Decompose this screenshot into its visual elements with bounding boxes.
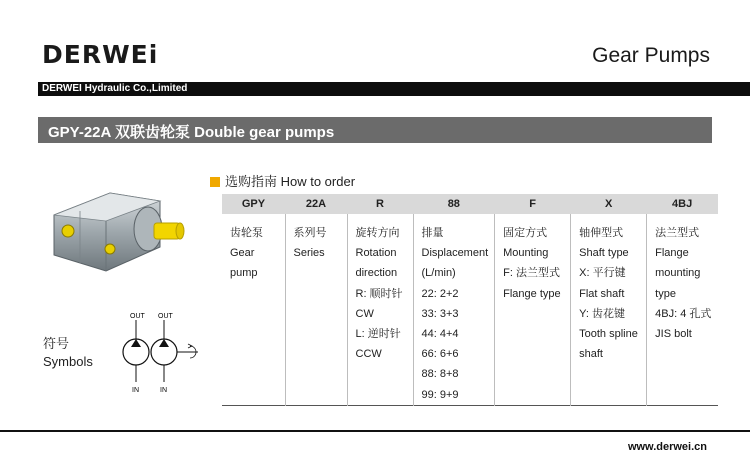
cell-line: R: 顺时针: [355, 287, 403, 300]
cell-line: 旋转方向: [355, 227, 400, 239]
cell-line: 66: 6+6: [421, 348, 459, 361]
symbols-label: [43, 335, 93, 371]
cell-line: Flange: [655, 247, 689, 260]
cell-line: Tooth spline: [579, 328, 638, 341]
code-gpy: GPY: [222, 194, 285, 214]
cell-line: direction: [355, 267, 398, 280]
cell-line: Flange type: [503, 287, 561, 300]
company-logo: DERWEi: [42, 40, 159, 69]
cell-line: 系列号: [293, 227, 327, 239]
cell-line: X: 平行键: [579, 267, 626, 280]
cell-line: 轴伸型式: [579, 227, 624, 239]
order-code-header-row: [222, 194, 718, 214]
symbols-label-en: Symbols: [43, 354, 93, 369]
cell-line: 33: 3+3: [421, 307, 459, 320]
cell-line: Mounting: [503, 247, 549, 260]
cell-line: Series: [293, 247, 325, 260]
cell-line: CCW: [355, 348, 382, 361]
port-in-2-label: IN: [160, 387, 167, 394]
cell-line: (L/min): [421, 267, 456, 280]
company-bar: [38, 82, 750, 96]
cell-line: 固定方式: [503, 227, 548, 239]
code-mounting: F: [495, 194, 571, 214]
code-rotation: R: [347, 194, 413, 214]
company-name: DERWEI Hydraulic Co.,Limited: [42, 83, 188, 94]
cell-line: 88: 8+8: [421, 368, 459, 381]
cell-line: Y: 齿花键: [579, 307, 625, 320]
cell-gpy: [222, 214, 285, 405]
symbols-label-cn: 符号: [43, 336, 70, 351]
port-in-1-label: IN: [132, 387, 139, 394]
cell-line: shaft: [579, 348, 603, 361]
order-code-table: [222, 194, 718, 406]
cell-rotation: [347, 214, 413, 405]
cell-line: L: 逆时针: [355, 328, 401, 341]
model-title-bar: [38, 117, 712, 143]
cell-line: CW: [355, 307, 374, 320]
cell-line: 4BJ: 4 孔式: [655, 307, 712, 320]
how-to-order-text: 选购指南 How to order: [225, 174, 356, 189]
cell-line: Gear: [230, 247, 255, 260]
cell-series: [285, 214, 347, 405]
cell-line: Flat shaft: [579, 287, 625, 300]
model-title: GPY-22A 双联齿轮泵 Double gear pumps: [48, 124, 335, 141]
cell-mounting: [495, 214, 571, 405]
website-link[interactable]: www.derwei.cn: [627, 441, 707, 453]
cell-line: 44: 4+4: [421, 328, 459, 341]
gear-pump-image: [50, 185, 190, 275]
bullet-square-icon: [210, 177, 220, 187]
double-pump-symbol: [112, 306, 222, 396]
cell-shaft: [571, 214, 647, 405]
cell-line: 99: 9+9: [421, 388, 459, 401]
cell-flange: [647, 214, 718, 405]
cell-line: F: 法兰型式: [503, 267, 560, 280]
how-to-order-heading: [210, 171, 355, 190]
cell-line: type: [655, 287, 676, 300]
cell-line: pump: [230, 267, 258, 280]
footer-divider: [0, 430, 750, 432]
cell-line: 法兰型式: [655, 227, 700, 239]
cell-line: JIS bolt: [655, 328, 692, 341]
port-out-2-label: OUT: [158, 313, 173, 320]
cell-line: Displacement: [421, 247, 489, 260]
code-displacement: 88: [413, 194, 495, 214]
code-shaft: X: [571, 194, 647, 214]
cell-line: Shaft type: [579, 247, 629, 260]
cell-line: mounting: [655, 267, 701, 280]
cell-line: 齿轮泵: [230, 227, 263, 239]
cell-displacement: [413, 214, 495, 405]
port-out-1-label: OUT: [130, 313, 145, 320]
code-flange: 4BJ: [647, 194, 718, 214]
code-series: 22A: [285, 194, 347, 214]
cell-line: 排量: [421, 227, 444, 239]
page-title: Gear Pumps: [592, 44, 710, 67]
order-description-row: [222, 214, 718, 405]
cell-line: Rotation: [355, 247, 397, 260]
cell-line: 22: 2+2: [421, 287, 459, 300]
